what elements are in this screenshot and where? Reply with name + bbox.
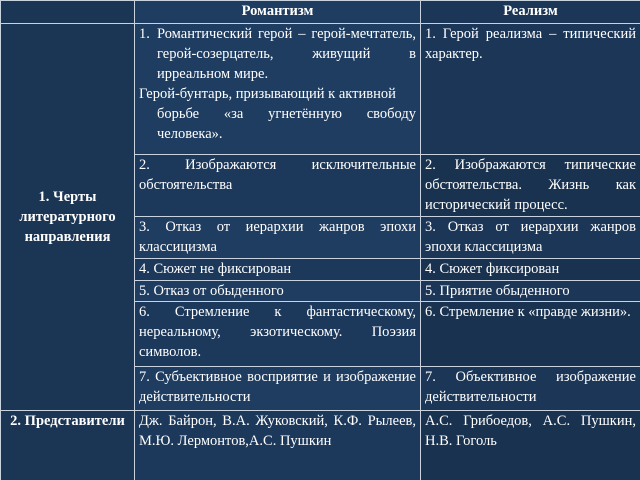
romanticism-cell-4: 4. Сюжет не фиксирован [135, 259, 421, 281]
realism-representatives: А.С. Грибоедов, А.С. Пушкин, Н.В. Гоголь [421, 411, 640, 480]
realism-cell-3: 3. Отказ от иерархии жанров эпохи классицизма [421, 217, 640, 259]
romanticism-cell-6: 6. Стремление к фантастическому, нереальному, экзотическому. Поэзия символов. [135, 302, 421, 367]
romanticism-cell-5: 5. Отказ от обыденного [135, 281, 421, 302]
romanticism-cell-3: 3. Отказ от иерархии жанров эпохи классицизма [135, 217, 421, 259]
row-head-features: 1. Черты литературного направления [1, 24, 135, 411]
romanticism-representatives: Дж. Байрон, В.А. Жуковский, К.Ф. Рылеев, М.Ю. Лермонтов,А.С. Пушкин [135, 411, 421, 480]
realism-cell-7: 7. Объективное изображение действительности [421, 367, 640, 411]
item-extra-continuation: борьбе «за угнетённую свободу человека». [157, 106, 416, 142]
realism-cell-6: 6. Стремление к «правде жизни». [421, 302, 640, 367]
table-row [1, 24, 640, 155]
realism-cell-4: 4. Сюжет фиксирован [421, 259, 640, 281]
table-row [1, 411, 640, 480]
romanticism-cell-2: 2. Изображаются исключительные обстоятельства [135, 155, 421, 217]
romanticism-cell-7: 7. Субъективное восприятие и изображение действительности [135, 367, 421, 411]
item-extra-first-line: Герой-бунтарь, призывающий к активной [139, 86, 396, 102]
item-number: 1. [139, 26, 150, 42]
item-text: Романтический герой – герой-мечтатель, герой-созерцатель, живущий в ирреальном мире. [157, 26, 416, 82]
realism-cell-2: 2. Изображаются типические обстоятельства. Жизнь как исторический процесс. [421, 155, 640, 217]
realism-cell-1: 1. Герой реализма – типический характер. [421, 24, 640, 155]
header-row [1, 1, 640, 24]
row-head-representatives: 2. Представители [1, 411, 135, 480]
romanticism-cell-1 [135, 24, 421, 155]
header-realism: Реализм [421, 1, 640, 24]
corner-cell [1, 1, 135, 24]
realism-cell-5: 5. Приятие обыденного [421, 281, 640, 302]
header-romanticism: Романтизм [135, 1, 421, 24]
numbered-item [139, 24, 416, 84]
